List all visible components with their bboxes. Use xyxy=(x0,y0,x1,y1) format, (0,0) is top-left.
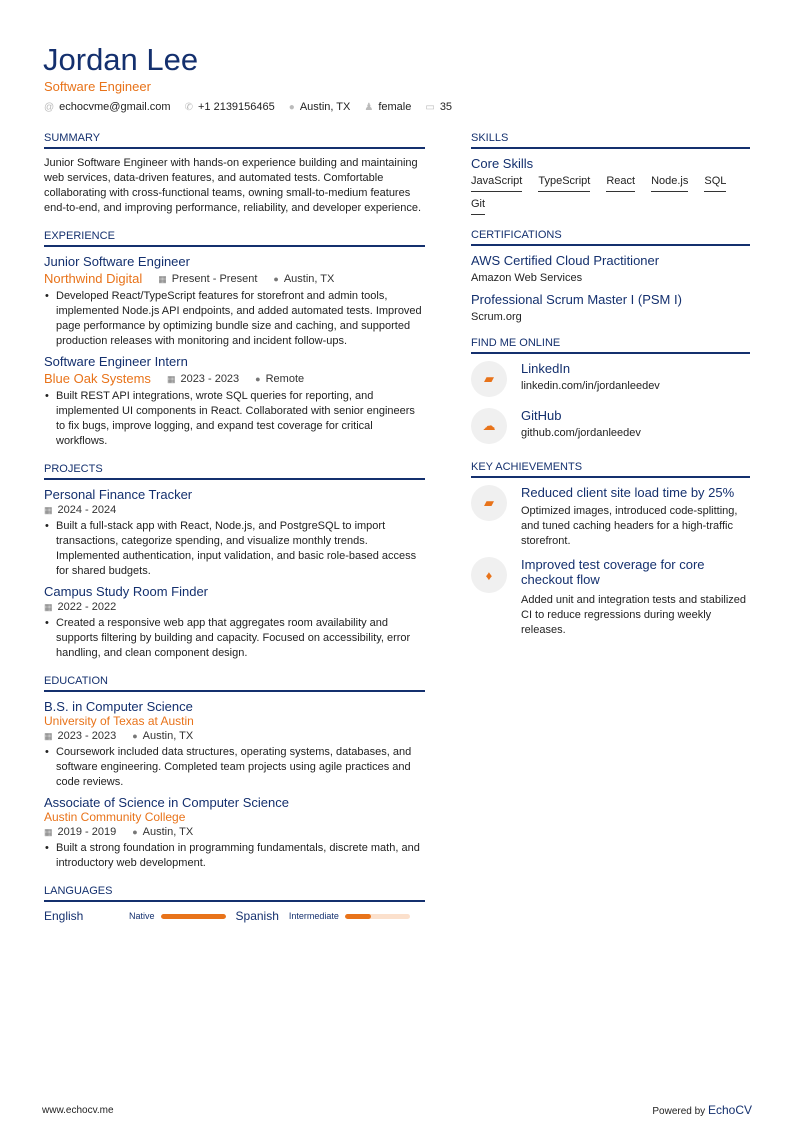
location-icon: ● xyxy=(255,373,261,384)
bullet: • Built a full-stack app with React, Node.js, and PostgreSQL to import transactions, categorize spending, and visualize monthly trends. Implemented authentication, input validation, and basic role-based access for shared budgets. xyxy=(44,519,425,579)
experience-section xyxy=(44,230,425,449)
languages-section xyxy=(44,885,425,923)
candidate-title: Software Engineer xyxy=(44,79,151,94)
skill-group: Core Skills xyxy=(471,156,534,171)
section-heading: SKILLS xyxy=(471,132,750,149)
github-icon: ☁ xyxy=(471,408,507,444)
section-heading: SUMMARY xyxy=(44,132,425,149)
language-level-bar xyxy=(161,914,226,919)
section-heading: CERTIFICATIONS xyxy=(471,229,750,246)
language-name: Spanish xyxy=(235,909,279,923)
bullet: • Coursework included data structures, operating systems, databases, and software engineering. Completed team projects using agile practices and code reviews. xyxy=(44,745,425,790)
footer-powered xyxy=(652,1103,752,1117)
degree: B.S. in Computer Science xyxy=(44,699,193,714)
bullet: • Built REST API integrations, wrote SQL queries for reporting, and implemented UI components in React. Collaborated with senior engineers to fix bugs, improve logging, and expand test coverage for critical workflows. xyxy=(44,389,425,449)
projects-section xyxy=(44,463,425,661)
location-icon: ● xyxy=(132,827,138,837)
section-heading: LANGUAGES xyxy=(44,885,425,902)
school: Austin Community College xyxy=(44,810,186,824)
skill-tag: JavaScript xyxy=(471,175,522,192)
degree: Associate of Science in Computer Science xyxy=(44,795,289,810)
company: Northwind Digital xyxy=(44,271,143,286)
summary-section xyxy=(44,132,425,216)
language-level: Intermediate xyxy=(288,911,339,921)
section-heading: EXPERIENCE xyxy=(44,230,425,247)
experience-entry xyxy=(44,254,425,349)
brand: EchoCV xyxy=(707,1103,752,1117)
calendar-icon: ▦ xyxy=(44,827,53,837)
bell-icon: ♦ xyxy=(471,557,507,593)
cert-name: AWS Certified Cloud Practitioner xyxy=(471,253,660,268)
achievement-title: Reduced client site load time by 25% xyxy=(521,485,735,500)
section-heading: PROJECTS xyxy=(44,463,425,480)
project-entry xyxy=(44,584,425,661)
project-title: Campus Study Room Finder xyxy=(44,584,209,599)
company: Blue Oak Systems xyxy=(44,371,151,386)
project-entry xyxy=(44,487,425,579)
linkedin-icon: ▰ xyxy=(471,361,507,397)
link-name: LinkedIn xyxy=(521,361,571,376)
candidate-name: Jordan Lee xyxy=(43,42,199,77)
education-section xyxy=(44,675,425,871)
summary-text: Junior Software Engineer with hands-on experience building and maintaining web services, data-driven features, and automated tests. Comfortable collaborating with cross-functional teams, owning small-to-medium features end-to-end, and improving performance, reliability, and developer experience. xyxy=(44,157,422,214)
location-icon: ● xyxy=(132,731,138,741)
bullet: • Created a responsive web app that aggregates room availability and supports filtering by building and capacity. Focused on accessibility, error handling, and clean component design. xyxy=(44,616,425,661)
location: Austin, TX xyxy=(142,826,194,838)
location-icon: ● xyxy=(288,102,295,113)
cert-issuer: Amazon Web Services xyxy=(471,272,583,284)
age: 35 xyxy=(439,101,453,113)
powered-label: Powered by xyxy=(652,1106,706,1117)
link-url[interactable]: github.com/jordanleedev xyxy=(521,427,641,439)
link-url[interactable]: linkedin.com/in/jordanleedev xyxy=(521,380,660,392)
school: University of Texas at Austin xyxy=(44,714,194,728)
footer-site[interactable]: www.echocv.me xyxy=(42,1105,114,1116)
email[interactable]: echocvme@gmail.com xyxy=(59,101,171,113)
section-heading: EDUCATION xyxy=(44,675,425,692)
experience-entry xyxy=(44,354,425,449)
education-entry xyxy=(44,795,425,871)
skill-tag: SQL xyxy=(704,175,726,192)
skill-tag: Node.js xyxy=(651,175,688,192)
bullet: • Built a strong foundation in programming fundamentals, discrete math, and introductory web development. xyxy=(44,841,425,871)
cert-issuer: Scrum.org xyxy=(471,311,522,323)
location: Austin, TX xyxy=(142,730,194,742)
achievement-text: Added unit and integration tests and stabilized CI to reduce regressions during weekly releases. xyxy=(521,594,747,636)
calendar-icon: ▦ xyxy=(158,273,167,284)
online-section xyxy=(471,337,750,447)
dates: 2022 - 2022 xyxy=(57,601,117,613)
dates: 2024 - 2024 xyxy=(57,504,117,516)
cert-name: Professional Scrum Master I (PSM I) xyxy=(471,292,682,307)
location: Austin, TX xyxy=(283,272,335,285)
skill-tag: React xyxy=(606,175,635,192)
language-level-bar xyxy=(345,914,410,919)
calendar-icon: ▦ xyxy=(166,373,176,384)
bullet: • Developed React/TypeScript features for storefront and admin tools, implemented Node.js API endpoints, and added automated tests. Improved page performance by optimizing bundle size and caching, and supported production releases with monitoring and incident follow-ups. xyxy=(44,289,425,349)
location: Remote xyxy=(265,372,305,385)
job-title: Junior Software Engineer xyxy=(44,254,190,269)
dates: 2019 - 2019 xyxy=(57,826,117,838)
achievement-title: Improved test coverage for core checkout flow xyxy=(521,557,705,587)
language-name: English xyxy=(44,909,84,923)
contact-row xyxy=(44,101,452,113)
calendar-icon: ▦ xyxy=(44,602,53,612)
dates: Present - Present xyxy=(171,272,258,285)
language-level-fill xyxy=(345,914,371,919)
language-level: Native xyxy=(129,911,155,921)
skill-tag: TypeScript xyxy=(538,175,590,192)
section-heading: KEY ACHIEVEMENTS xyxy=(471,461,750,478)
person-icon: ♟ xyxy=(364,102,374,113)
certifications-section xyxy=(471,229,750,323)
project-title: Personal Finance Tracker xyxy=(44,487,193,502)
dates: 2023 - 2023 xyxy=(57,730,117,742)
skills-section xyxy=(471,132,750,215)
education-entry xyxy=(44,699,425,790)
link-name: GitHub xyxy=(521,408,562,423)
calendar-icon: ▭ xyxy=(425,102,435,113)
comment-icon: ▰ xyxy=(471,485,507,521)
gender: female xyxy=(378,101,412,113)
phone: +1 2139156465 xyxy=(197,101,275,113)
phone-icon: ✆ xyxy=(184,102,193,113)
job-title: Software Engineer Intern xyxy=(44,354,188,369)
location: Austin, TX xyxy=(299,101,351,113)
email-icon: @ xyxy=(44,102,55,113)
dates: 2023 - 2023 xyxy=(180,372,240,385)
language-level-fill xyxy=(161,914,226,919)
achievement-text: Optimized images, introduced code-splitting, and tuned caching headers for a high-traffic storefront. xyxy=(521,505,738,547)
section-heading: FIND ME ONLINE xyxy=(471,337,750,354)
calendar-icon: ▦ xyxy=(44,505,53,515)
location-icon: ● xyxy=(273,273,279,284)
skill-tag: Git xyxy=(471,198,485,215)
achievements-section xyxy=(471,461,750,638)
calendar-icon: ▦ xyxy=(44,731,53,741)
